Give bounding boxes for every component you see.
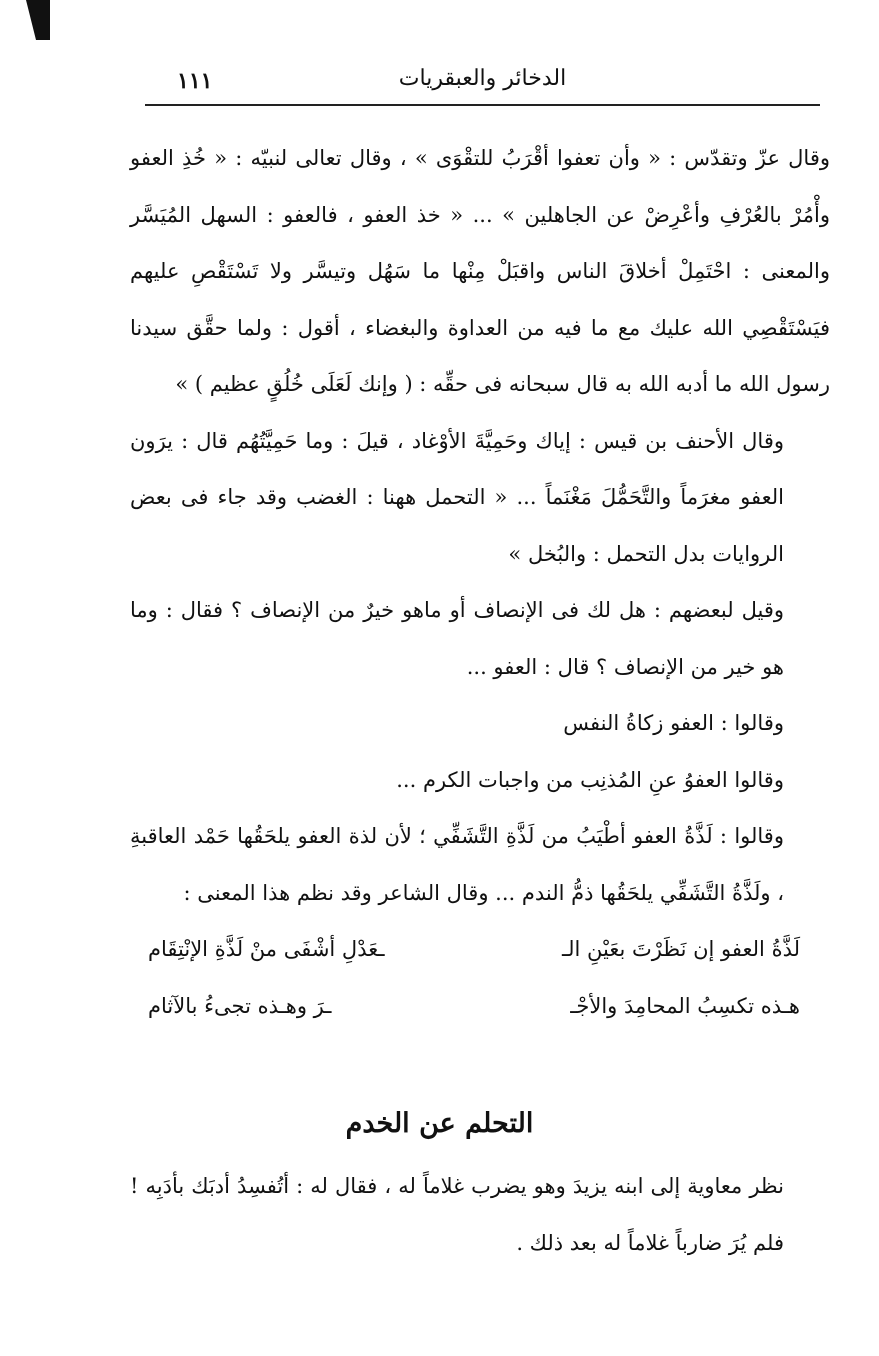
verse-first-hemistich: لَذَّةُ العفو إن نَظَرْتَ بعَيْنِ الـ [561,937,800,961]
section-heading: التحلم عن الخدم [345,1108,534,1139]
paragraph-generosity-duty: وقالوا العفوُ عنِ المُذنِب من واجبات الكرم ... [396,767,784,792]
paragraph-fairness-question: وقيل لبعضهم : هل لك فى الإنصاف أو ماهو خيرٌ من الإنصاف ؟ فقال : وما هو خير من الإنصاف ؟ قال : العفو ... [130,598,784,679]
paragraph-ahnaf-quote: وقال الأحنف بن قيس : إياك وحَمِيَّةَ الأوْغاد ، قيلَ : وما حَمِيَّتُهُم قال : يرَون العفو مغرَماً والتَّحَمُّلَ مَغْنَماً ... « التحمل ههنا : الغضب وقد جاء فى بعض الروايات بدل التحمل : والبُخل » [130,428,784,566]
paragraph-quran-forgiveness: وقال عزّ وتقدّس : « وأن تعفوا أقْرَبُ للتقْوَى » ، وقال تعالى لنبيّه : « خُذِ العفو وأْمُرْ بالعُرْفِ وأعْرِضْ عن الجاهلين » ... « خذ العفو ، فالعفو : السهل المُيَسَّر والمعنى : احْتَمِلْ أخلاقَ الناس واقبَلْ مِنْها ما سَهُل وتيسَّر ولا تَسْتَقْصِ عليهم فيَسْتَقْصِي الله عليك مع ما فيه من العداوة والبغضاء ، أقول : ولما حقَّق سيدنا رسول الله ما أدبه الله به قال سبحانه فى حقِّه : ( وإنك لَعَلَى خُلُقٍ عظيم ) » [130,146,830,396]
page-corner-mark [26,0,50,40]
verse-second-hemistich: ـعَدْلِ أشْفَى منْ لَذَّةِ الإنْتِقَام [148,937,385,961]
paragraph-pleasure-of-forgiveness: وقالوا : لَذَّةُ العفو أطْيَبُ من لَذَّةِ التَّشَفِّي ؛ لأن لذة العفو يلحَقُها حَمْد العاقبةِ ، ولَذَّةُ التَّشَفِّي يلحَقُها ذمُّ الندم ... وقال الشاعر وقد نظم هذا المعنى : [130,824,784,905]
running-title: الدخائر والعبقريات [398,66,567,91]
paragraph-muawiya-story: نظر معاوية إلى ابنه يزيدَ وهو يضرب غلاماً له ، فقال له : أتُفسِدُ أدبَك بأدَبِه ! فلم يُرَ ضارباً غلاماً له بعد ذلك . [130,1174,784,1255]
poem-verse [130,921,830,978]
page-number: ١١١ [177,68,213,94]
poem-verse [130,978,830,1035]
section-text [130,1158,830,1272]
verse-second-hemistich: ـرَ وهـذه تجىءُ بالآثام [148,993,332,1018]
page-header [145,58,820,106]
main-text [130,130,830,1034]
verse-first-hemistich: هـذه تكسِبُ المحامِدَ والأجْـ [570,993,800,1018]
paragraph-zakat-of-soul: وقالوا : العفو زكاةُ النفس [563,711,784,735]
